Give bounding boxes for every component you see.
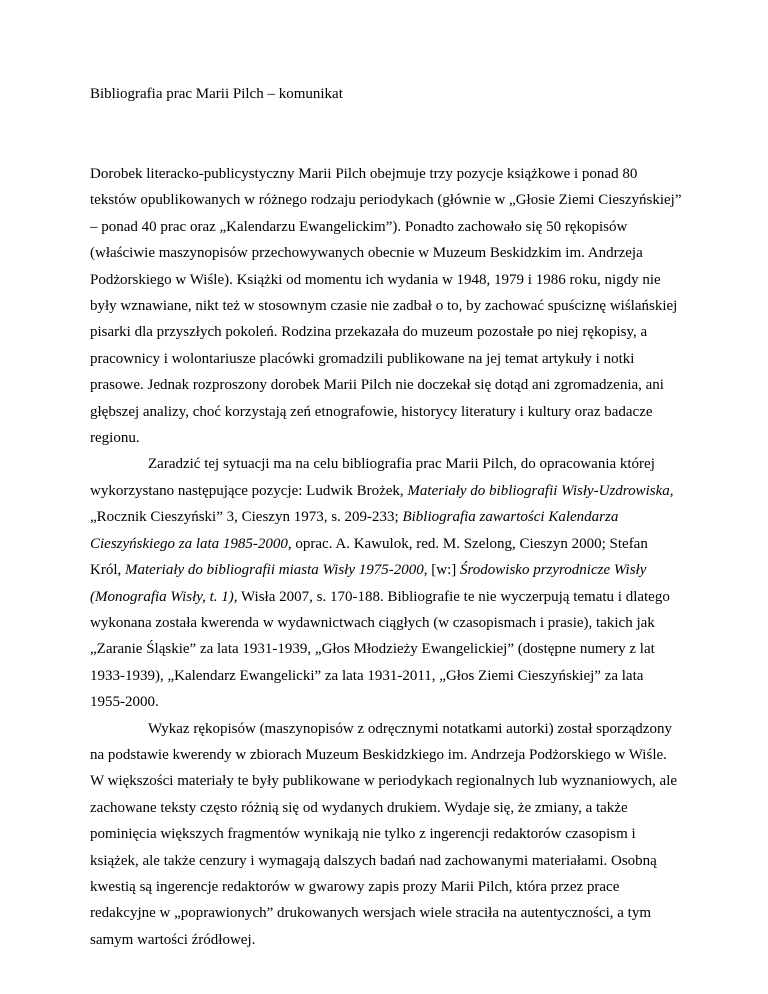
paragraph-text: , oprac. A. Kawulok, red. M. Szelong, Cieszyn 2000; Stefan Król, <box>90 535 648 579</box>
paragraph-3 <box>90 716 682 954</box>
paragraph-text: Dorobek literacko-publicystyczny Marii Pilch obejmuje trzy pozycje książkowe i ponad 80 tekstów opublikowanych w różnego rodzaju periodykach (głównie w „Głosie Ziemi Cieszyńskiej” – ponad 40 prac oraz „Kalendarzu Ewangelickim”). Ponadto zachowało się 50 rękopisów (właściwie maszynopisów przechowywanych obecnie w Muzeum Beskidzkim im. Andrzeja Podżorskiego w Wiśle). Książki od momentu ich wydania w 1948, 1979 i 1986 roku, nigdy nie były wznawiane, nikt też w stosownym czasie nie zadbał o to, by zachować spuściznę wiślańskiej pisarki dla przyszłych pokoleń. Rodzina przekazała do muzeum pozostałe po niej rękopisy, a pracownicy i wolontariusze placówki gromadzili publikowane na jej temat artykuły i notki prasowe. Jednak rozproszony dorobek Marii Pilch nie doczekał się dotąd ani zgromadzenia, ani głębszej analizy, choć korzystają zeń etnografowie, historycy literatury i kultury oraz badacze regionu. <box>90 166 682 447</box>
paragraph-text: , „Rocznik Cieszyński” 3, Cieszyn 1973, s. 209-233; <box>90 482 674 526</box>
paragraph-2 <box>90 451 682 715</box>
document-text <box>90 161 682 953</box>
paragraph-1 <box>90 161 682 451</box>
italic-title-materialy-wisly-uzdrowiska: Materiały do bibliografii Wisły-Uzdrowiska <box>407 482 670 499</box>
document-body <box>90 84 682 953</box>
italic-title-srodowisko-przyrodnicze: Środowisko przyrodnicze Wisły (Monografia Wisły, t. 1) <box>90 562 647 605</box>
paragraph-text: , Wisła 2007, s. 170-188. Bibliografie te nie wyczerpują tematu i dlatego wykonana została kwerenda w wydawnictwach ciągłych (w czasopismach i prasie), takich jak „Zaranie Śląskie” za lata 1931-1939, „Głos Młodzieży Ewangelickiej” (dostępne numery z lat 1933-1939), „Kalendarz Ewangelicki” za lata 1931-2011, „Głos Ziemi Cieszyńskiej” za lata 1955-2000. <box>90 588 670 711</box>
paragraph-text: Wykaz rękopisów (maszynopisów z odręcznymi notatkami autorki) został sporządzony na podstawie kwerendy w zbiorach Muzeum Beskidzkiego im. Andrzeja Podżorskiego w Wiśle. W większości materiały te były publikowane w periodykach regionalnych lub wyznaniowych, ale zachowane teksty często różnią się od wydanych drukiem. Wydaje się, że zmiany, a także pominięcia większych fragmentów wynikają nie tylko z ingerencji redaktorów czasopism i książek, ale także cenzury i wymagają dalszych badań nad zachowanymi materiałami. Osobną kwestią są ingerencje redaktorów w gwarowy zapis prozy Marii Pilch, która przez prace redakcyjne w „poprawionych” drukowanych wersjach wiele straciła na autentyczności, a tym samym wartości źródłowej. <box>90 720 678 948</box>
paragraph-text: , [w:] <box>423 562 460 579</box>
italic-title-materialy-miasta-wisly: Materiały do bibliografii miasta Wisły 1975-2000 <box>125 562 424 579</box>
italic-title-bibliografia-kalendarza: Bibliografia zawartości Kalendarza Cieszyńskiego za lata 1985-2000 <box>90 509 619 552</box>
document-title: Bibliografia prac Marii Pilch – komunikat <box>90 86 343 102</box>
paragraph-text: Zaradzić tej sytuacji ma na celu bibliografia prac Marii Pilch, do opracowania której wykorzystano następujące pozycje: Ludwik Brożek, <box>90 456 655 499</box>
